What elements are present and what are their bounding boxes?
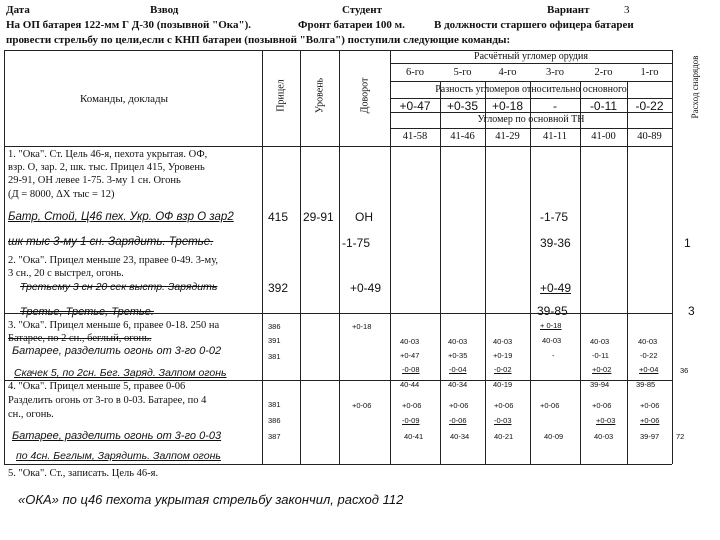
command-line: сн., огонь.	[8, 409, 54, 420]
gun-6-header: 6-го	[405, 67, 425, 78]
diff-value: -0-22	[635, 99, 664, 113]
result-value: 40-41	[404, 432, 424, 441]
gun3-angle: + 0-18	[540, 321, 562, 330]
diff-value: -0-11	[589, 99, 618, 113]
correction-value: -0-06	[449, 416, 467, 425]
correction-value: +0-03	[596, 416, 616, 425]
turn-value: +0-06	[592, 401, 612, 410]
sight-value: 392	[268, 281, 289, 295]
result-value: 40-44	[400, 380, 420, 389]
split-value: 40-03	[493, 337, 513, 346]
handwritten-command: по 4сн. Беглым, Зарядить. Залпом огонь	[16, 450, 221, 462]
diff-value: -0-11	[592, 351, 609, 360]
turn-value: +0-06	[402, 401, 422, 410]
gun3-angle: -1-75	[540, 210, 569, 224]
diff-header: Разность угломеров относительно основного	[435, 84, 627, 95]
result-value: 40-34	[448, 380, 468, 389]
result-value: 40-19	[493, 380, 513, 389]
turn-value: +0-49	[350, 281, 382, 295]
diff-value: +0-47	[399, 99, 431, 113]
main-angle-value: 41-00	[591, 131, 616, 142]
consumption-value: 72	[676, 432, 685, 441]
duty-line: В должности старшего офицера батареи	[434, 19, 634, 31]
battery-line: На ОП батарея 122-мм Г Д-30 (позывной "Ока").	[6, 19, 251, 31]
command-row-5: 5. "Ока". Ст., записать. Цель 46-я.	[8, 468, 159, 479]
split-value: 40-03	[638, 337, 658, 346]
turn-value: +0-06	[352, 401, 372, 410]
variant-value: 3	[624, 4, 630, 16]
gun3-angle: +0-49	[540, 281, 572, 295]
calc-angle-header: Расчётный угломер орудия	[474, 51, 588, 62]
front-line: Фронт батареи 100 м.	[298, 19, 405, 31]
split-value: 40-03	[448, 337, 468, 346]
diff-value: +0-47	[400, 351, 420, 360]
gun-1-header: 1-го	[640, 67, 659, 78]
turn-value: +0-06	[540, 401, 560, 410]
sight-header: Прицел	[275, 79, 287, 112]
gun-4-header: 4-го	[498, 67, 517, 78]
handwritten-command: Батр, Стой, Ц46 пех. Укр. ОФ взр О зар2	[8, 211, 234, 223]
command-line: 3. "Ока". Прицел меньше 6, правее 0-18. 250 на	[8, 320, 220, 331]
correction-value: -0-04	[449, 365, 467, 374]
result-value: 40-21	[494, 432, 514, 441]
diff-value: -	[553, 99, 557, 113]
result-value: 40-03	[594, 432, 614, 441]
variant-label: Вариант	[547, 4, 590, 16]
command-line: взр. О, зар. 2, шк. тыс. Прицел 415, Уровень	[8, 162, 205, 173]
consumption-value: 1	[684, 236, 691, 250]
sight-value: 386	[268, 416, 281, 425]
split-value: 40-03	[590, 337, 610, 346]
turn-value: ОН	[355, 210, 373, 224]
gun-3-header: 3-го	[545, 67, 565, 78]
final-report: «ОКА» по ц46 пехота укрытая стрельбу закончил, расход 112	[18, 492, 404, 507]
handwritten-command: Скачек 5, по 2сн. Бег. Заряд. Залпом огонь	[14, 367, 227, 379]
command-line: 1. "Ока". Ст. Цель 46-я, пехота укрытая. ОФ,	[8, 149, 208, 160]
diff-value: -	[552, 351, 555, 360]
turn-header: Доворот	[359, 77, 371, 114]
consumption-value: 36	[680, 366, 689, 375]
correction-value: -0-08	[402, 365, 420, 374]
command-line: Батарее, по 2 сн., беглый, огонь.	[8, 333, 152, 344]
diff-value: +0-35	[446, 99, 479, 113]
sight-value: 381	[268, 400, 281, 409]
main-angle-value: 40-89	[637, 131, 662, 142]
main-angle-value: 41-11	[542, 131, 568, 142]
command-line: 4. "Ока". Прицел меньше 5, правее 0-06	[8, 381, 186, 392]
correction-value: -0-03	[494, 416, 512, 425]
correction-value: +0-02	[592, 365, 612, 374]
sight-value: 386	[268, 322, 281, 331]
gun-5-header: 5-го	[453, 67, 472, 78]
command-line: 29-91, ОН левее 1-75. 3-му 1 сн. Огонь	[8, 175, 181, 186]
main-angle-value: 41-58	[402, 131, 428, 142]
student-label: Студент	[342, 4, 383, 16]
gun3-angle: 39-36	[540, 236, 571, 250]
correction-value: +0-04	[639, 365, 659, 374]
command-line: 3 сн., 20 с выстрел, огонь.	[8, 268, 124, 279]
result-value: 40-09	[544, 432, 564, 441]
split-value: 40-03	[400, 337, 420, 346]
handwritten-command: Третьему 3 сн 20 сек выстр. Зарядить	[20, 281, 218, 293]
result-value: 39-85	[636, 380, 656, 389]
date-label: Дата	[6, 4, 30, 16]
handwritten-command: Батарее, разделить огонь от 3-го 0-02	[12, 345, 222, 357]
result-value: 39-97	[640, 432, 660, 441]
command-line: 2. "Ока". Прицел меньше 23, правее 0-49. 3-му,	[8, 255, 219, 266]
handwritten-command: Батарее, разделить огонь от 3-го 0-03	[12, 430, 222, 442]
consumption-header: Расход снарядов	[690, 55, 700, 119]
command-line: Разделить огонь от 3-го в 0-03. Батарее, по 4	[8, 395, 207, 406]
handwritten-command: Третье, Третье, Третье.	[20, 306, 154, 318]
result-value: 40-34	[450, 432, 470, 441]
result-value: 39-94	[590, 380, 610, 389]
gun-2-header: 2-го	[594, 67, 613, 78]
diff-value: +0-18	[491, 99, 524, 113]
correction-value: +0-06	[640, 416, 660, 425]
turn-value: +0-06	[449, 401, 469, 410]
handwritten-command: шк тыс 3-му 1 сн. Зарядить. Третье.	[8, 236, 214, 248]
turn-value: +0-06	[640, 401, 660, 410]
sight-value: 381	[268, 352, 281, 361]
gun3-angle: 40-03	[542, 336, 562, 345]
consumption-value: 3	[688, 304, 695, 318]
main-angle-header: Угломер по основной ТН	[477, 114, 585, 125]
task-line: провести стрельбу по цели,если с КНП батареи (позывной "Волга") поступили следующие команды:	[6, 34, 511, 46]
turn-value: +0-18	[352, 322, 372, 331]
diff-value: -0-22	[640, 351, 658, 360]
correction-value: -0-09	[402, 416, 420, 425]
commands-header: Команды, доклады	[80, 93, 169, 105]
turn-value: -1-75	[342, 236, 371, 250]
sight-value: 391	[268, 336, 281, 345]
platoon-label: Взвод	[150, 4, 179, 16]
sight-value: 387	[268, 432, 281, 441]
command-line: (Д = 8000, ΔХ тыс = 12)	[8, 189, 115, 200]
turn-value: +0-06	[494, 401, 514, 410]
level-value: 29-91	[303, 210, 334, 224]
sight-value: 415	[268, 210, 289, 224]
main-angle-value: 41-46	[450, 131, 475, 142]
level-header: Уровень	[314, 77, 326, 114]
correction-value: -0-02	[494, 365, 512, 374]
main-angle-value: 41-29	[495, 131, 520, 142]
diff-value: +0-35	[448, 351, 468, 360]
diff-value: +0-19	[493, 351, 513, 360]
gun3-angle: 39-85	[537, 304, 568, 318]
